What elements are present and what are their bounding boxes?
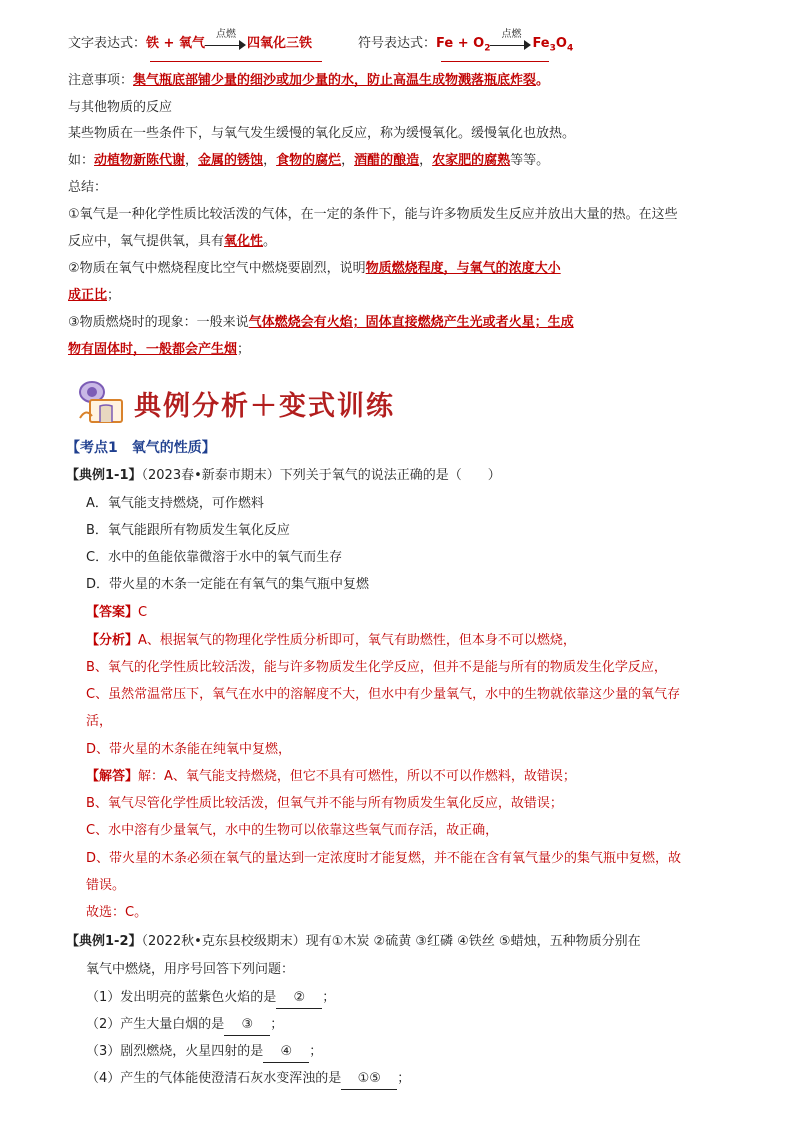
- answer-blank: ②: [276, 988, 322, 1009]
- caution-text: 集气瓶底部铺少量的细沙或加少量的水，防止高温生成物溅落瓶底炸裂: [133, 73, 537, 88]
- sub-question-1: （1）发出明亮的蓝紫色火焰的是 ② ；: [86, 988, 335, 1009]
- question-2-stem: 【典例1-2】（2022秋•克东县校级期末）现有①木炭 ②硫黄 ③红磷 ④铁丝 ⑤蜡烛，五种物质分别在: [66, 934, 641, 949]
- summary-point-3-cont: 物有固体时，一般都会产生烟；: [68, 342, 251, 357]
- analysis-c: C、虽然常温常压下，氧气在水中的溶解度不大，但水中有少量氧气，水中的生物就依靠这少量的氧气存: [86, 687, 681, 702]
- option-c: C．水中的鱼能依靠微溶于水中的氧气而生存: [86, 550, 343, 565]
- option-b: B．氧气能跟所有物质发生氧化反应: [86, 523, 290, 538]
- answer-blank: ③: [224, 1015, 270, 1036]
- summary-point-1-cont: 反应中，氧气提供氧，具有氧化性。: [68, 234, 277, 249]
- summary-point-3: ③物质燃烧时的现象：一般来说气体燃烧会有火焰；固体直接燃烧产生光或者火星；生成: [68, 315, 574, 330]
- example-item: 动植物新陈代谢: [94, 153, 186, 168]
- option-a: A．氧气能支持燃烧，可作燃料: [86, 496, 264, 511]
- sub-question-3: （3）剧烈燃烧，火星四射的是 ④ ；: [86, 1042, 322, 1063]
- lecture-icon: [76, 378, 128, 426]
- reaction-arrow-icon: 点燃: [205, 34, 247, 54]
- analysis-a: 【分析】A、根据氧气的物理化学性质分析即可，氧气有助燃性，但本身不可以燃烧，: [86, 633, 576, 648]
- option-d: D．带火星的木条一定能在有氧气的集气瓶中复燃: [86, 577, 370, 592]
- symbol-equation-label: 符号表达式：: [358, 36, 437, 51]
- question-2-stem-cont: 氧气中燃烧，用序号回答下列问题：: [86, 962, 295, 977]
- caution-line: 注意事项：集气瓶底部铺少量的细沙或加少量的水，防止高温生成物溅落瓶底炸裂。: [68, 73, 550, 88]
- word-equation-right: 四氧化三铁: [246, 36, 312, 51]
- banner-title: 典例分析＋变式训练: [134, 391, 395, 422]
- word-equation: [68, 29, 312, 54]
- reaction-arrow-icon: 点燃: [490, 34, 532, 54]
- analysis-d: D、带火星的木条能在纯氧中复燃，: [86, 742, 292, 757]
- slow-oxidation-text: 某些物质在一些条件下，与氧气发生缓慢的氧化反应，称为缓慢氧化。缓慢氧化也放热。: [68, 126, 576, 141]
- symbol-equation-left: $Fe + O_2$: [436, 36, 491, 54]
- summary-label: 总结：: [68, 180, 108, 195]
- section-label: 【考点1 氧气的性质】: [66, 440, 216, 456]
- final-choice: 故选：C。: [86, 905, 148, 920]
- example-item: 酒醋的酿造: [354, 153, 420, 168]
- solution-c: C、水中溶有少量氧气，水中的生物可以依靠这些氧气而存活，故正确，: [86, 823, 499, 838]
- word-equation-left: 铁 + 氧气: [146, 36, 205, 51]
- word-equation-label: 文字表达式：: [68, 36, 147, 51]
- answer-blank: ④: [263, 1042, 309, 1063]
- symbol-equation-right: $Fe_3O_4$: [532, 36, 574, 54]
- example-item: 金属的锈蚀: [198, 153, 264, 168]
- summary-point-1: ①氧气是一种化学性质比较活泼的气体，在一定的条件下，能与许多物质发生反应并放出大量的热。在这些: [68, 207, 678, 222]
- answer-underline: [441, 61, 549, 62]
- examples-line: 如：动植物新陈代谢，金属的锈蚀，食物的腐烂，酒醋的酿造，农家肥的腐熟等等。: [68, 153, 550, 168]
- analysis-c-cont: 活，: [86, 714, 113, 729]
- answer-line: 【答案】C: [86, 605, 148, 620]
- solution-d-cont: 错误。: [86, 878, 126, 893]
- solution-d: D、带火星的木条必须在氧气的量达到一定浓度时才能复燃，并不能在含有氧气量少的集气瓶中复燃，故: [86, 851, 682, 866]
- sub-question-4: （4）产生的气体能使澄清石灰水变浑浊的是 ①⑤ ；: [86, 1069, 410, 1090]
- sub-question-2: （2）产生大量白烟的是 ③ ；: [86, 1015, 283, 1036]
- summary-point-2-cont: 成正比；: [68, 288, 121, 303]
- answer-blank: ①⑤: [341, 1069, 397, 1090]
- analysis-b: B、氧气的化学性质比较活泼，能与许多物质发生化学反应，但并不是能与所有的物质发生化学反应，: [86, 660, 667, 675]
- symbol-equation: [358, 29, 574, 59]
- summary-point-2: ②物质在氧气中燃烧程度比空气中燃烧要剧烈，说明物质燃烧程度，与氧气的浓度大小: [68, 261, 561, 276]
- example-item: 食物的腐烂: [276, 153, 342, 168]
- answer-underline: [150, 61, 322, 62]
- solution-a: 【解答】解：A、氧气能支持燃烧，但它不具有可燃性，所以不可以作燃料，故错误；: [86, 769, 576, 784]
- section-banner: [76, 378, 406, 426]
- example-item: 农家肥的腐熟: [432, 153, 511, 168]
- question-1-stem: 【典例1-1】（2023春•新泰市期末）下列关于氧气的说法正确的是（ ）: [66, 468, 501, 483]
- reactions-heading: 与其他物质的反应: [68, 100, 173, 115]
- solution-b: B、氧气尽管化学性质比较活泼，但氧气并不能与所有物质发生氧化反应，故错误；: [86, 796, 563, 811]
